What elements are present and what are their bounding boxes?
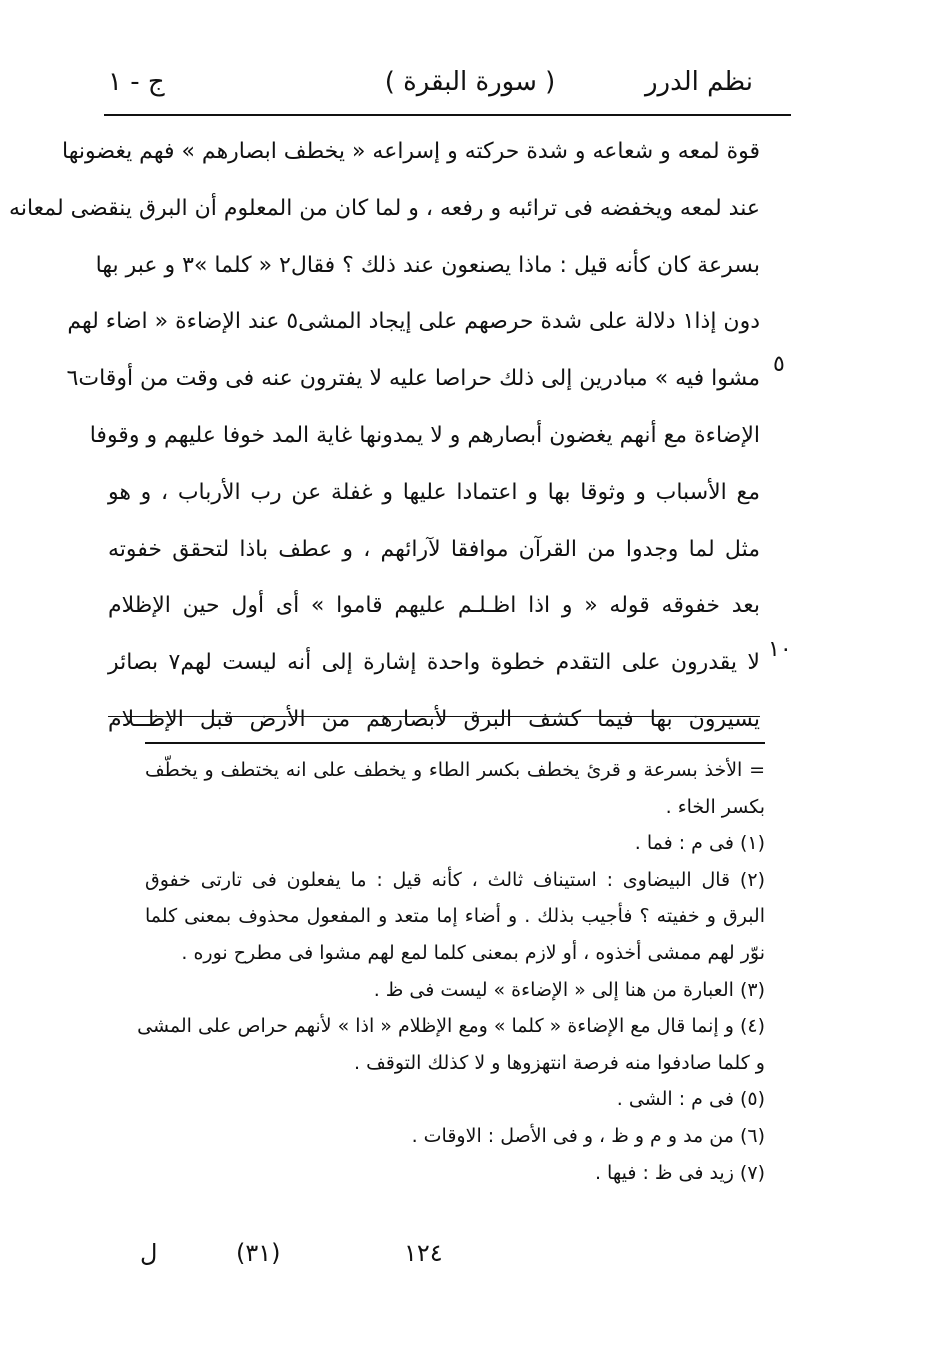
text-line: يسيرون بها فيما كشف البرق لأبصارهم من الأرض قبل الإظــلام <box>108 706 760 732</box>
footnote-line: (٥) فى م : الشى . <box>616 1088 765 1111</box>
line-number-10: ١٠ <box>768 637 792 662</box>
footnote-line: (٧) زيد فى ظ : فيها . <box>594 1161 765 1184</box>
footnote-line: (١) فى م : فما . <box>634 832 765 855</box>
footnotes <box>137 752 765 1191</box>
footnote-line: بكسر الخاء . <box>665 795 765 818</box>
text-line: مع الأسباب و وثوقا بها و اعتمادا عليها و غفلة عن رب الأرباب ، و هو <box>108 479 760 505</box>
text-line: قوة لمعه و شعاعه و شدة حركته و إسراعه « يخطف ابصارهم » فهم يغضونها <box>62 139 760 164</box>
footnote-line: نوّر لهم ممشى أخذوه ، أو لازم بمعنى كلما لمع لهم مشوا فى مطرح نوره . <box>181 941 765 964</box>
footnote-line: (٣) العبارة من هنا إلى « الإضاءة » ليست فى ظ . <box>373 978 765 1001</box>
surah-title: ( سورة البقرة ) <box>384 67 556 97</box>
text-line: لا يقدرون على التقدم خطوة واحدة إشارة إلى أنه ليست لهم٧ بصائر <box>108 650 760 676</box>
text-line: مثل لما وجدوا من القرآن موافقا لآرائهم ، و عطف باذا لتحقق خفوته <box>108 536 760 562</box>
page-number: ١٢٤ <box>404 1239 443 1267</box>
footnote-line: = الأخذ بسرعة و قرئ يخطف بكسر الطاء و يخطف على انه يختطف و يخطّف <box>145 759 765 781</box>
sheet-number: (٣١) <box>236 1239 281 1267</box>
footnote-line: و كلما صادفوا منه فرصة انتهزوها و لا كذلك التوقف . <box>354 1051 765 1074</box>
text-line: دون إذا١ دلالة على شدة حرصهم على إيجاد المشى٥ عند الإضاءة « اضاء لهم <box>67 309 760 335</box>
text-line: الإضاءة مع أنهم يغضون أبصارهم و لا يمدونها غاية المد خوفا عليهم و وقوفا <box>89 422 760 448</box>
text-underline <box>108 716 760 717</box>
signature-mark: ل <box>140 1239 158 1267</box>
book-title: نظم الدرر <box>644 67 753 97</box>
line-number-5: ٥ <box>773 352 785 377</box>
text-line: بسرعة كان كأنه قيل : ماذا يصنعون عند ذلك ؟ فقال٢ « كلما »٣ و عبر بها <box>95 252 760 278</box>
text-line: عند لمعه ويخفضه فى ترائبه و رفعه ، و لما كان من المعلوم أن البرق ينقضى لمعانه <box>9 195 760 221</box>
footnote-line: (٤) و إنما قال مع الإضاءة « كلما » ومع الإظلام « اذا » لأنهم حراص على المشى <box>137 1015 765 1038</box>
text-line: مشوا فيه » مبادرين إلى ذلك حراصا عليه لا يفترون عنه فى وقت من أوقات٦ <box>66 366 760 392</box>
footnote-line: (٢) قال البيضاوى : استيناف ثالث ، كأنه قيل : ما يفعلون فى تارتى خفوق <box>145 868 765 891</box>
footnote-line: البرق و خفيته ؟ فأجيب بذلك . و أضاء إما متعد و المفعول محذوف بمعنى كلما <box>145 905 765 928</box>
volume-label: ج - ١ <box>108 67 165 97</box>
footnote-separator <box>145 742 765 744</box>
footnote-line: (٦) من مد و م و ظ ، و فى الأصل : الاوقات . <box>411 1124 765 1147</box>
header-rule <box>104 114 791 116</box>
main-text <box>9 124 760 749</box>
text-line: بعد خفوقه قوله « و اذا اظـلـم عليهم قاموا » أى أول حين الإظلام <box>108 593 760 619</box>
